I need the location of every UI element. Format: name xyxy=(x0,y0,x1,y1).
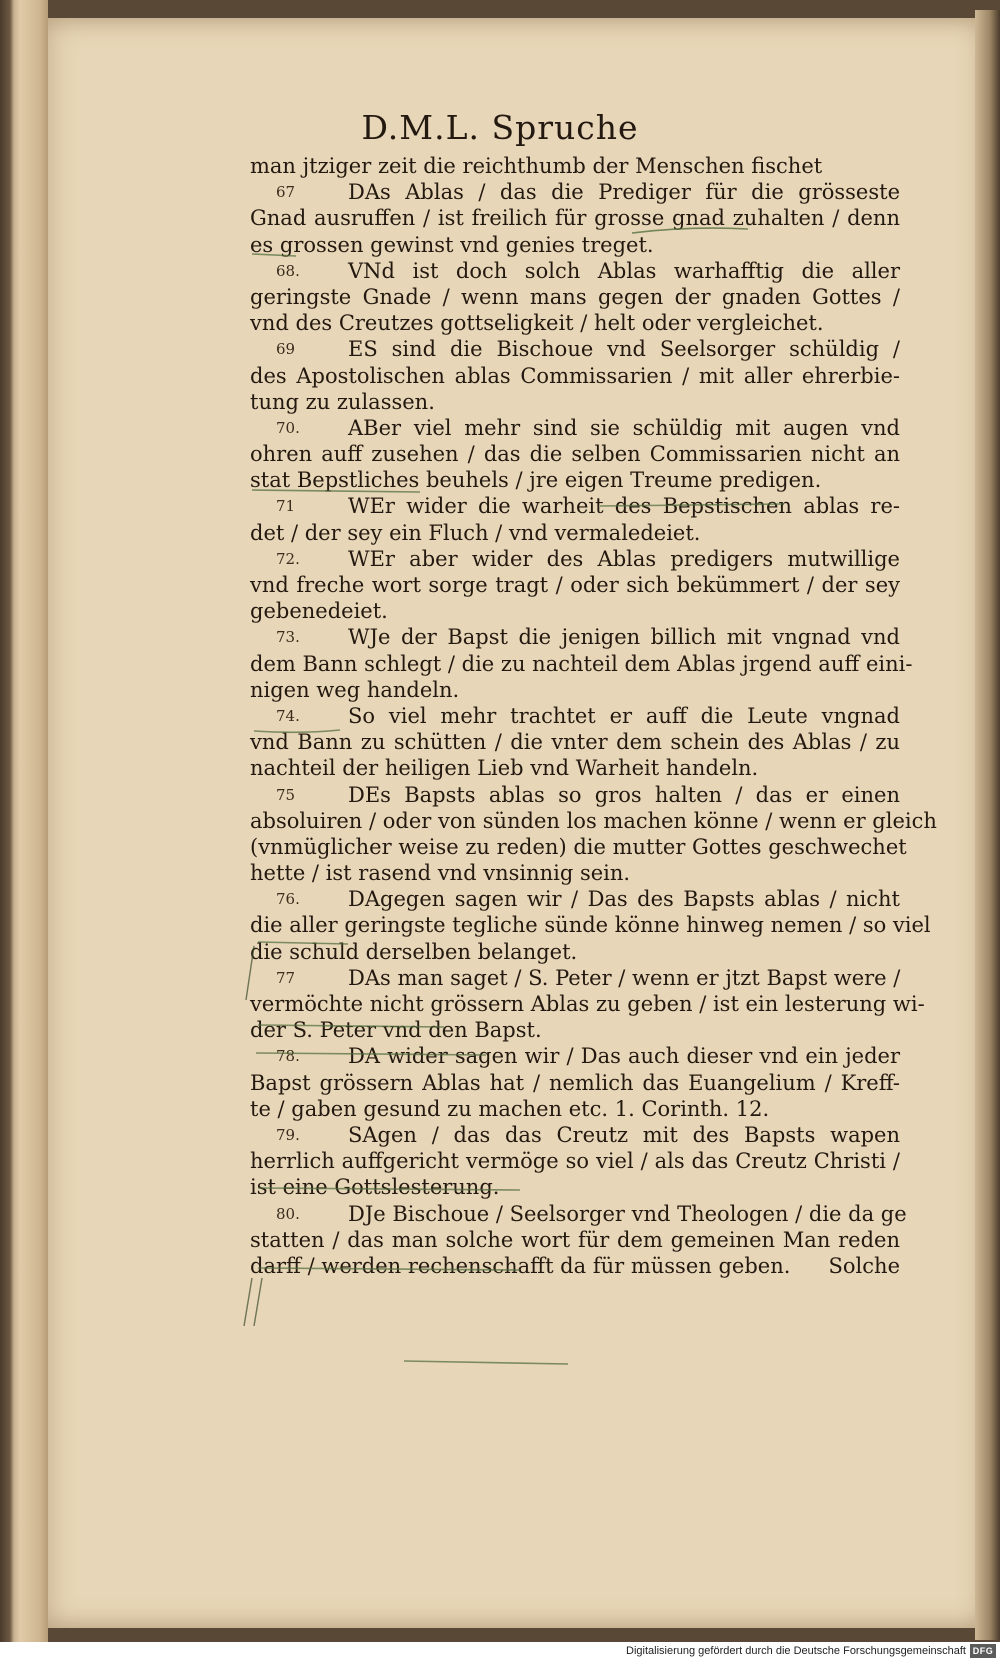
thesis-number: 79. xyxy=(276,1125,300,1144)
line-text: vnd freche wort sorge tragt / oder sich bekümmert / der sey xyxy=(250,573,900,597)
text-line xyxy=(250,1070,900,1096)
line-text: es grossen gewinst vnd genies treget. xyxy=(250,232,654,257)
line-text: WEr aber wider des Ablas predigers mutwillige xyxy=(348,546,900,571)
line-text: tung zu zulassen. xyxy=(250,389,435,414)
line-text: gebenedeiet. xyxy=(250,599,388,624)
thesis-number: 71 xyxy=(276,497,296,516)
text-line xyxy=(250,834,907,860)
thesis-number: 80. xyxy=(276,1204,300,1223)
line-text: stat Bepstliches beuhels / jre eigen Treume predigen. xyxy=(250,468,822,493)
text-line xyxy=(250,1096,900,1122)
line-text: nachteil der heiligen Lieb vnd Warheit handeln. xyxy=(250,756,759,781)
line-text: die schuld derselben belanget. xyxy=(250,939,578,964)
line-text: DAs Ablas / das die Prediger für die grösseste xyxy=(348,180,900,205)
line-text: vnd des Creutzes gottseligkeit / helt oder vergleichet. xyxy=(250,311,824,336)
text-line xyxy=(250,179,900,205)
thesis-number: 70. xyxy=(276,418,300,437)
thesis-number: 73. xyxy=(276,628,300,647)
line-text: herrlich auffgericht vermöge so viel / als das Creutz Christi / xyxy=(250,1149,900,1174)
line-text: DJe Bischoue / Seelsorger vnd Theologen / die da ge xyxy=(348,1201,907,1226)
line-text: Gnad ausruffen / ist freilich für grosse gnad zuhalten / denn xyxy=(250,206,900,231)
catchword: Solche xyxy=(828,1253,900,1278)
text-line xyxy=(250,389,900,415)
footer-bar xyxy=(0,1642,1000,1660)
thesis-number: 68. xyxy=(276,261,300,280)
line-text: So viel mehr trachtet er auff die Leute vngnad xyxy=(348,703,900,728)
line-text: DA wider sagen wir / Das auch dieser vnd ein jeder xyxy=(348,1044,900,1069)
line-text: des Apostolischen ablas Commissarien / mit aller ehrerbie- xyxy=(250,363,900,388)
text-line xyxy=(250,258,900,284)
line-text: ABer viel mehr sind sie schüldig mit augen vnd xyxy=(348,415,900,440)
line-text: vnd Bann zu schütten / die vnter dem schein des Ablas / zu xyxy=(250,730,900,755)
text-line xyxy=(250,284,900,310)
text-line xyxy=(250,520,900,546)
running-header: D.M.L. Spruche xyxy=(361,108,639,147)
line-text: hette / ist rasend vnd vnsinnig sein. xyxy=(250,861,631,886)
text-line xyxy=(250,363,900,389)
line-text: te / gaben gesund zu machen etc. 1. Corinth. 12. xyxy=(250,1096,770,1121)
thesis-number: 74. xyxy=(276,706,300,725)
text-line xyxy=(250,755,900,781)
text-line xyxy=(250,310,900,336)
text-line xyxy=(250,1253,900,1279)
line-text: geringste Gnade / wenn mans gegen der gnaden Gottes / xyxy=(250,284,900,309)
line-text: DEs Bapsts ablas so gros halten / das er einen xyxy=(348,782,900,807)
text-line xyxy=(250,598,900,624)
thesis-number: 67 xyxy=(276,183,296,202)
line-text: (vnmüglicher weise zu reden) die mutter Gottes geschwechet xyxy=(250,834,907,859)
text-line xyxy=(250,1148,900,1174)
line-text: die aller geringste tegliche sünde könne hinweg nemen / so viel xyxy=(250,913,931,938)
line-text: nigen weg handeln. xyxy=(250,677,460,702)
line-text: vermöchte nicht grössern Ablas zu geben / ist ein lesterung wi- xyxy=(250,992,925,1016)
line-text: statten / das man solche wort für dem gemeinen Man reden xyxy=(250,1227,900,1252)
line-text: dem Bann schlegt / die zu nachteil dem Ablas jrgend auff eini- xyxy=(250,651,913,676)
book-block-edge xyxy=(0,0,48,1642)
text-line xyxy=(250,965,900,991)
line-text: VNd ist doch solch Ablas warhafftig die aller xyxy=(348,258,900,283)
text-line xyxy=(250,467,900,493)
text-line xyxy=(250,572,900,598)
thesis-number: 72. xyxy=(276,549,300,568)
text-line xyxy=(250,336,900,362)
line-text: absoluiren / oder von sünden los machen könne / wenn er gleich xyxy=(250,808,937,833)
text-line xyxy=(250,624,900,650)
text-line xyxy=(250,808,937,834)
line-text: darff / werden rechenschafft da für müssen geben. xyxy=(250,1253,791,1278)
text-line xyxy=(250,651,913,677)
text-line xyxy=(250,991,925,1017)
line-text: DAs man saget / S. Peter / wenn er jtzt Bapst were / xyxy=(348,965,901,990)
line-text: man jtziger zeit die reichthumb der Menschen fischet xyxy=(250,154,823,178)
line-text: SAgen / das das Creutz mit des Bapsts wapen xyxy=(348,1122,900,1147)
text-line xyxy=(250,232,900,258)
text-line xyxy=(250,153,900,179)
line-text: WEr wider die warheit des Bepstischen ablas re- xyxy=(348,494,900,519)
text-line xyxy=(250,415,900,441)
funding-notice: Digitalisierung gefördert durch die Deutsche Forschungsgemeinschaft xyxy=(626,1645,966,1657)
line-text: der S. Peter vnd den Bapst. xyxy=(250,1018,542,1043)
dfg-logo: DFG xyxy=(970,1644,996,1658)
text-line xyxy=(250,729,900,755)
page-edge-right xyxy=(975,10,1000,1640)
text-line xyxy=(250,860,900,886)
text-line xyxy=(250,441,900,467)
text-line xyxy=(250,546,900,572)
line-text: DAgegen sagen wir / Das des Bapsts ablas / nicht xyxy=(348,887,900,912)
text-line xyxy=(250,493,900,519)
text-line xyxy=(250,1122,900,1148)
line-text: Bapst grössern Ablas hat / nemlich das Euangelium / Kreff- xyxy=(250,1070,900,1095)
text-line xyxy=(250,782,900,808)
thesis-number: 78. xyxy=(276,1047,300,1066)
line-text: det / der sey ein Fluch / vnd vermaledeiet. xyxy=(250,520,701,545)
line-text: WJe der Bapst die jenigen billich mit vngnad vnd xyxy=(348,625,900,650)
text-line xyxy=(250,1227,900,1253)
thesis-number: 76. xyxy=(276,890,300,909)
text-line xyxy=(250,677,900,703)
text-line xyxy=(250,1043,900,1069)
text-line xyxy=(250,1174,900,1200)
text-line xyxy=(250,912,931,938)
line-text: ohren auff zusehen / das die selben Commissarien nicht an xyxy=(250,442,900,467)
line-text: ist eine Gottslesterung. xyxy=(250,1175,500,1200)
text-line xyxy=(250,1201,907,1227)
text-line xyxy=(250,939,900,965)
thesis-number: 69 xyxy=(276,340,296,359)
text-line xyxy=(250,703,900,729)
text-line xyxy=(250,1017,900,1043)
line-text: ES sind die Bischoue vnd Seelsorger schüldig / xyxy=(348,337,900,362)
thesis-number: 77 xyxy=(276,968,296,987)
thesis-number: 75 xyxy=(276,785,296,804)
text-line xyxy=(250,886,900,912)
text-line xyxy=(250,205,900,231)
page-text xyxy=(250,153,937,1279)
